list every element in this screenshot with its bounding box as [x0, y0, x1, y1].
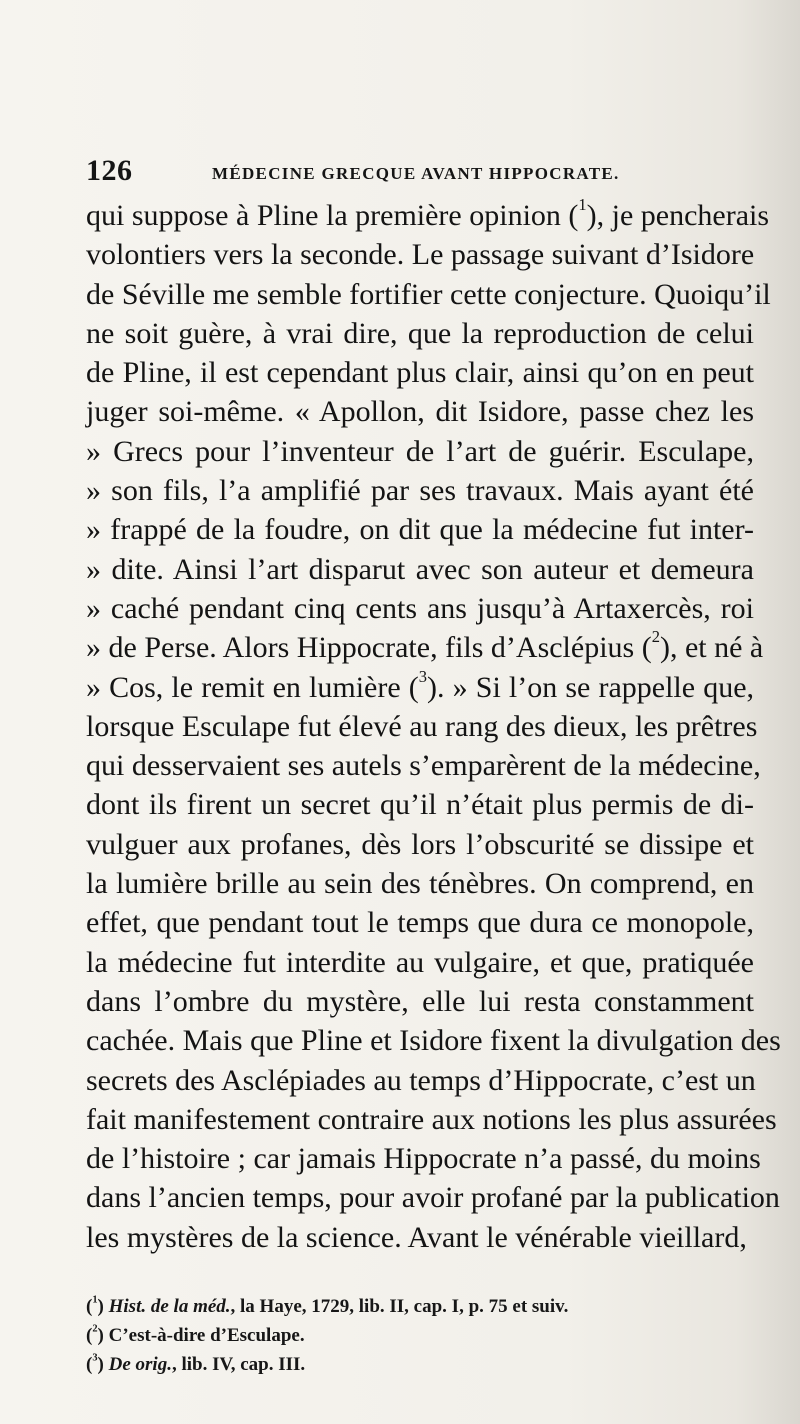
text-segment: cachée. Mais que Pline et Isidore fixent la divulgation des — [86, 1024, 781, 1058]
text-line — [86, 746, 761, 785]
footnote-ref: 2 — [651, 627, 660, 647]
text-line — [86, 1218, 754, 1257]
text-segment: de l’histoire ; car jamais Hippocrate n’a passé, du moins — [86, 1142, 761, 1176]
text-line — [86, 943, 754, 982]
text-segment: » son fils, l’a amplifié par ses travaux. Mais ayant été — [86, 474, 754, 508]
text-segment: ). » Si l’on se rappelle que, — [427, 670, 755, 704]
footnote-ref: 1 — [578, 195, 587, 215]
text-segment: lorsque Esculape fut élevé au rang des dieux, les prêtres — [86, 709, 758, 743]
footnote-ref: 3 — [418, 666, 428, 686]
footnotes — [86, 1292, 756, 1379]
text-segment: » Cos, le remit en lumière ( — [86, 670, 419, 704]
text-line — [86, 1178, 780, 1217]
text-segment: les mystères de la science. Avant le vénérable vieillard, — [86, 1220, 747, 1254]
text-line — [86, 392, 754, 431]
footnote-text: , lib. IV, cap. III. — [171, 1354, 306, 1375]
text-segment: fait manifestement contraire aux notions les plus assurées — [86, 1102, 777, 1136]
text-segment: ne soit guère, à vrai dire, que la reproduction de celui — [86, 316, 754, 350]
footnote-text: , la Haye, 1729, lib. II, cap. I, p. 75 et suiv. — [230, 1296, 569, 1317]
footnote-title: De orig. — [108, 1354, 172, 1375]
text-line — [86, 707, 758, 746]
footnote-mark: 1 — [92, 1294, 98, 1306]
text-segment: » caché pendant cinq cents ans jusqu’à Artaxercès, roi — [86, 591, 754, 625]
footnote-mark: 3 — [92, 1352, 98, 1364]
body-text — [86, 195, 781, 1257]
text-line — [86, 1061, 754, 1100]
text-line — [86, 903, 754, 942]
footnote: ($^3$) De orig., lib. IV, cap. III. — [86, 1352, 306, 1375]
text-segment: » dite. Ainsi l’art disparut avec son auteur et demeura — [86, 552, 754, 586]
text-line — [86, 1021, 781, 1060]
text-segment: dans l’ombre du mystère, elle lui resta constamment — [86, 984, 754, 1018]
footnote: ($^2$) C’est-à-dire d’Esculape. — [86, 1323, 305, 1346]
text-segment: volontiers vers la seconde. Le passage suivant d’Isidore — [86, 238, 755, 272]
text-segment: juger soi-même. « Apollon, dit Isidore, passe chez les — [86, 395, 754, 429]
text-line — [86, 627, 764, 667]
running-title: MÉDECINE GRECQUE AVANT HIPPOCRATE. — [212, 164, 620, 183]
text-line — [86, 275, 771, 314]
text-line — [86, 550, 754, 589]
text-line — [86, 589, 754, 628]
text-segment: ), je pencherais — [586, 199, 770, 232]
text-line — [86, 668, 754, 707]
footnote-title: Hist. de la méd. — [108, 1296, 231, 1317]
text-segment: vulguer aux profanes, dès lors l’obscurité se dissipe et — [86, 827, 754, 861]
text-segment: la lumière brille au sein des ténèbres. On comprend, en — [86, 867, 754, 901]
text-segment: » de Perse. Alors Hippocrate, fils d’Asclépius ( — [86, 631, 652, 665]
text-segment: qui suppose à Pline la première opinion ( — [86, 199, 579, 232]
text-segment: ), et né à — [659, 631, 764, 665]
text-segment: effet, que pendant tout le temps que dura ce monopole, — [86, 906, 754, 940]
text-segment: de Pline, il est cependant plus clair, ainsi qu’on en peut — [86, 356, 754, 390]
text-segment: dont ils firent un secret qu’il n’était plus permis de di- — [86, 788, 754, 822]
text-line — [86, 825, 754, 864]
text-segment: dans l’ancien temps, pour avoir profané par la publication — [86, 1181, 780, 1215]
text-line — [86, 982, 754, 1021]
text-segment: secrets des Asclépiades au temps d’Hippocrate, c’est un — [86, 1063, 756, 1097]
text-segment: de Séville me semble fortifier cette conjecture. Quoiqu’il — [86, 277, 771, 311]
footnote-text: C’est-à-dire d’Esculape. — [108, 1325, 305, 1346]
text-segment: » Grecs pour l’inventeur de l’art de guérir. Esculape, — [86, 434, 754, 468]
page-header — [86, 154, 756, 194]
text-line — [86, 510, 754, 549]
text-line — [86, 235, 754, 274]
text-segment: la médecine fut interdite au vulgaire, et que, pratiquée — [86, 945, 754, 979]
text-line — [86, 1100, 777, 1139]
page-number: 126 — [86, 154, 133, 187]
text-line — [86, 314, 754, 353]
text-line — [86, 195, 770, 235]
text-line — [86, 432, 754, 471]
text-line — [86, 353, 754, 392]
text-line — [86, 1139, 761, 1178]
footnote: ($^1$) Hist. de la méd., la Haye, 1729, lib. II, cap. I, p. 75 et suiv. — [86, 1294, 569, 1317]
text-segment: qui desservaient ses autels s’emparèrent de la médecine, — [86, 749, 761, 783]
text-line — [86, 471, 754, 510]
text-line — [86, 864, 754, 903]
text-segment: » frappé de la foudre, on dit que la médecine fut inter- — [86, 513, 754, 547]
text-line — [86, 785, 754, 824]
footnote-mark: 2 — [92, 1323, 98, 1335]
